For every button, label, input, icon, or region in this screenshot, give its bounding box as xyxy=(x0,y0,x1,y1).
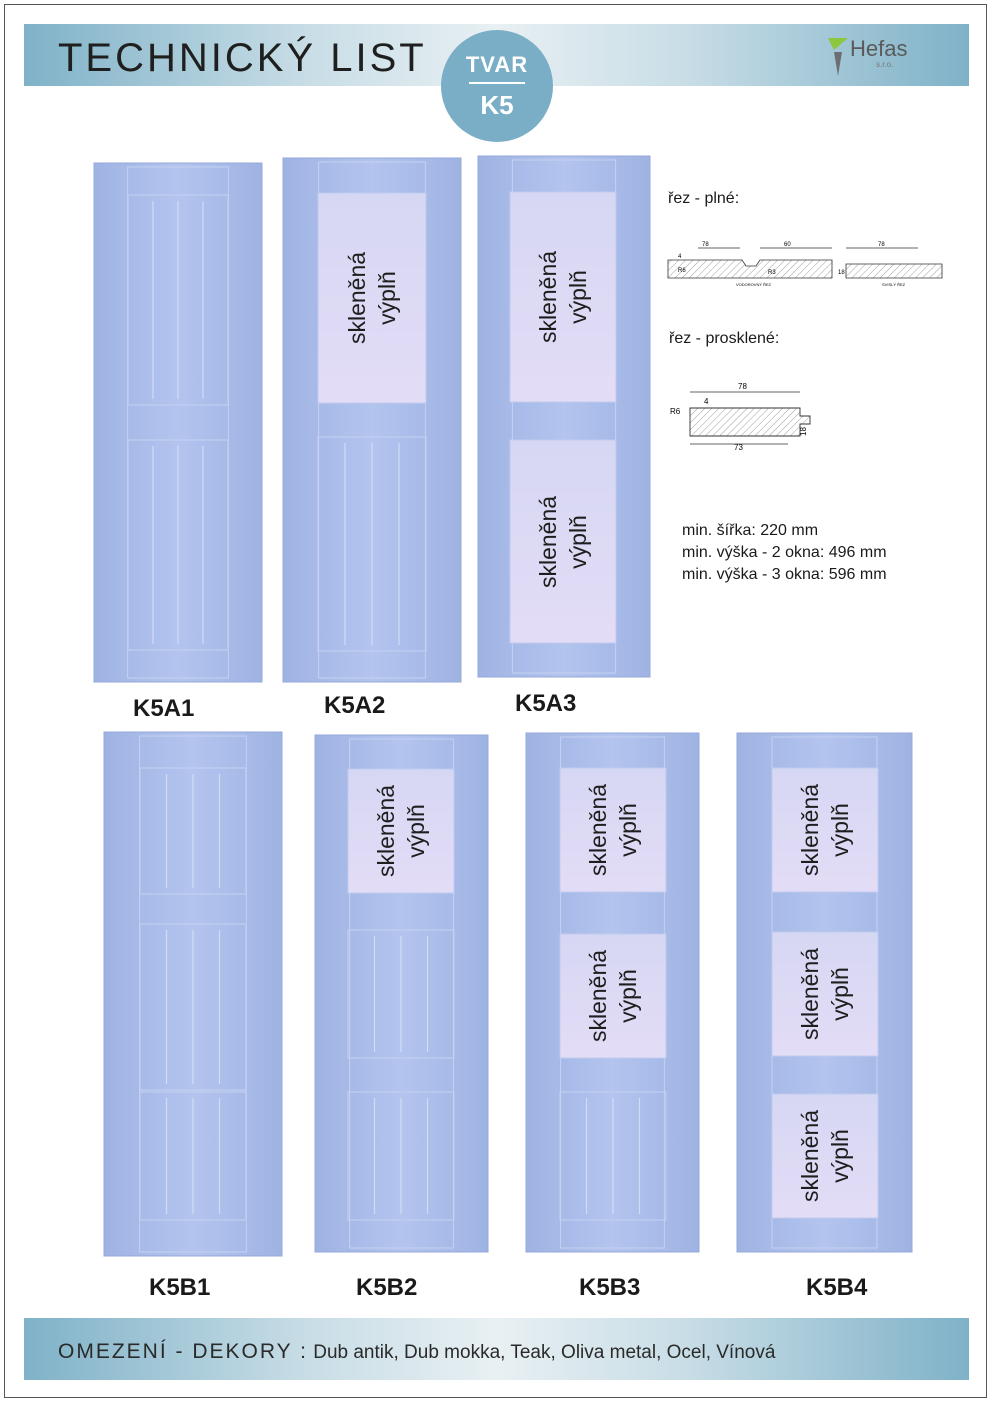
glass-label xyxy=(772,768,878,892)
spec-min-height-3: min. výška - 3 okna: 596 mm xyxy=(682,566,887,583)
glass-word-1: skleněná xyxy=(373,784,399,878)
caption-horizontal: VODOROVNÝ ŘEZ xyxy=(736,282,772,287)
glass-label xyxy=(348,769,454,893)
dim-78: 78 xyxy=(702,242,709,248)
section-full-drawing xyxy=(660,236,950,292)
glass-dim-73: 73 xyxy=(734,443,743,452)
section-full-label: řez - plné: xyxy=(668,190,740,207)
glass-label xyxy=(510,192,616,402)
dim-18: 18 xyxy=(838,270,845,276)
logo-name: Hefas xyxy=(850,36,908,61)
glass-word-1: skleněná xyxy=(535,250,561,344)
glass-word-1: skleněná xyxy=(535,495,561,588)
glass-word-1: skleněná xyxy=(585,949,611,1043)
page-title: TECHNICKÝ LIST xyxy=(58,36,427,80)
caption-vertical: SVISLÝ ŘEZ xyxy=(882,282,906,287)
glass-label xyxy=(318,193,426,403)
glass-label xyxy=(560,934,666,1058)
dim-60: 60 xyxy=(784,242,791,248)
glass-word-1: skleněná xyxy=(797,1109,823,1203)
glass-word-1: skleněná xyxy=(797,947,823,1041)
glass-label xyxy=(772,1094,878,1218)
door-caption-k5a3: K5A3 xyxy=(515,690,577,717)
glass-word-2: výplň xyxy=(615,969,641,1023)
section-glass-drawing xyxy=(664,378,824,454)
glass-word-2: výplň xyxy=(615,803,641,857)
door-caption-k5a2: K5A2 xyxy=(324,692,386,719)
glass-dim-78: 78 xyxy=(738,382,747,391)
glass-dim-4: 4 xyxy=(704,397,709,406)
dim-4: 4 xyxy=(678,254,682,260)
spec-min-height-2: min. výška - 2 okna: 496 mm xyxy=(682,544,887,561)
section-glass-label: řez - prosklené: xyxy=(669,330,780,347)
door-caption-k5a1: K5A1 xyxy=(133,695,195,722)
glass-dim-r6: R6 xyxy=(670,407,681,416)
glass-label xyxy=(560,768,666,892)
badge-code: K5 xyxy=(480,90,514,120)
glass-word-2: výplň xyxy=(403,804,429,858)
glass-word-1: skleněná xyxy=(797,783,823,877)
door-caption-k5b2: K5B2 xyxy=(356,1274,418,1301)
glass-label xyxy=(772,932,878,1056)
dim-r6: R6 xyxy=(678,268,686,274)
footer-decor-restrictions xyxy=(58,1340,775,1364)
glass-word-2: výplň xyxy=(565,514,591,569)
glass-word-2: výplň xyxy=(827,803,853,857)
footer-label: OMEZENÍ - DEKORY : xyxy=(58,1340,308,1363)
badge-label: TVAR xyxy=(465,52,529,77)
glass-label xyxy=(510,440,616,643)
glass-word-2: výplň xyxy=(827,1129,853,1183)
dim-r3: R3 xyxy=(768,270,776,276)
door-caption-k5b4: K5B4 xyxy=(806,1274,868,1301)
glass-dim-18: 18 xyxy=(799,427,808,436)
glass-word-2: výplň xyxy=(374,271,400,325)
glass-word-2: výplň xyxy=(827,967,853,1021)
door-caption-k5b1: K5B1 xyxy=(149,1274,211,1301)
glass-word-2: výplň xyxy=(565,270,591,324)
glass-word-1: skleněná xyxy=(585,783,611,877)
glass-word-1: skleněná xyxy=(344,251,370,345)
logo-suffix: s.r.o. xyxy=(876,60,894,69)
dim-78b: 78 xyxy=(878,242,885,248)
spec-min-width: min. šířka: 220 mm xyxy=(682,522,819,539)
door-caption-k5b3: K5B3 xyxy=(579,1274,641,1301)
footer-value: Dub antik, Dub mokka, Teak, Oliva metal, Ocel, Vínová xyxy=(313,1342,776,1363)
min-dimensions xyxy=(682,520,887,586)
